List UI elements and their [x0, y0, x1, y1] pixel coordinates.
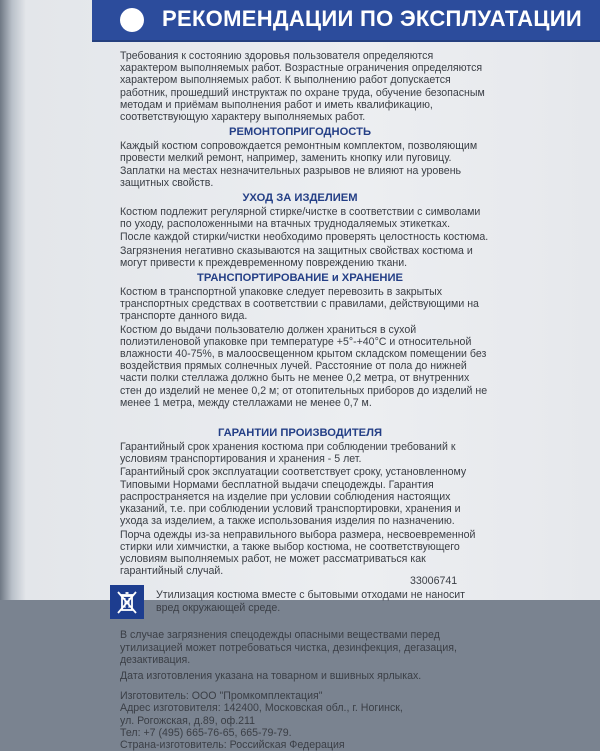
- guarantee-paragraph-1: Гарантийный срок хранения костюма при соблюдении требований к условиям транспортирования и хранения - 5 лет.: [120, 441, 456, 466]
- guarantee-paragraph-2: Гарантийный срок эксплуатации соответствует сроку, установленному Типовыми Нормами бесплатной выдачи спецодежды. Гарантия распространяется на изделие при условии соблюдения настоящих указаний, т.е. при соблюдении условий транспортировки, хранения и ухода за изделием, а также использования изделия по назначению.: [120, 466, 467, 528]
- section-spacer: [110, 410, 490, 424]
- manufacturer-address-1: Адрес изготовителя: 142400, Московская обл., г. Ногинск,: [120, 702, 403, 715]
- manufacturer-info: [110, 690, 490, 751]
- page-title: РЕКОМЕНДАЦИИ ПО ЭКСПЛУАТАЦИИ: [162, 6, 582, 31]
- utilization-block: [110, 585, 490, 619]
- guarantee-heading: ГАРАНТИИ ПРОИЗВОДИТЕЛЯ: [217, 427, 383, 440]
- no-trash-bin-icon: [110, 585, 144, 619]
- circle-icon: [120, 8, 144, 32]
- manufacturer-name: Изготовитель: ООО "Промкомплектация": [120, 690, 323, 703]
- product-code: 33006741: [410, 575, 458, 587]
- care-paragraph-2: После каждой стирки/чистки необходимо проверять целостность костюма.: [120, 231, 489, 244]
- manufacturer-address-2: ул. Рогожская, д.89, оф.211: [120, 714, 256, 727]
- repair-heading: РЕМОНТОПРИГОДНОСТЬ: [228, 126, 371, 139]
- transport-heading: ТРАНСПОРТИРОВАНИЕ и ХРАНЕНИЕ: [197, 272, 403, 285]
- care-heading: УХОД ЗА ИЗДЕЛИЕМ: [242, 192, 358, 205]
- transport-paragraph-2: Костюм до выдачи пользователю должен храниться в сухой полиэтиленовой упаковке при температуре +5°-+40°С и относительной влажности 40-75%, в малоосвещенном крытом складском помещении без воздействия прямых солнечных лучей. Расстояние от пола до нижней части полки стеллажа должно быть не менее 0,2 метра, от внутренних стен до изделий не менее 0,2 м; от отопительных приборов до изделий не менее 1 метра, между стеллажами не менее 0,7 м.: [120, 323, 488, 409]
- intro-paragraph: Требования к состоянию здоровья пользователя определяются характером выполняемых работ. Возрастные ограничения определяются характером выполняемых работ. К выполнению работ допускается работник, прошедший инструктаж по охране труда, обучение безопасным методам и приёмам выполнения работ и иметь квалификацию, соответствующую характеру выполняемых работ.: [120, 50, 485, 124]
- contamination-paragraph: В случае загрязнения спецодежды опасными веществами перед утилизацией может потребоваться чистка, дезинфекция, дегазация, дезактивация.: [120, 629, 457, 666]
- guarantee-paragraph-3: Порча одежды из-за неправильного выбора размера, несвоевременной стирки или химчистки, а также выбор костюма, не соответствующего условиям выполняемых работ, не может рассматриваться как гарантийный случай.: [120, 528, 476, 578]
- header-bar: [92, 0, 600, 42]
- content: [110, 50, 490, 751]
- transport-paragraph-1: Костюм в транспортной упаковке следует перевозить в закрытых транспортных средствах в соответствии с правилами, действующими на транспорте данного вида.: [120, 286, 479, 323]
- manufacturer-phone: Тел: +7 (495) 665-76-65, 665-79-79.: [120, 726, 292, 739]
- manufacturer-country: Страна-изготовитель: Российская Федерация: [120, 738, 345, 751]
- care-paragraph-1: Костюм подлежит регулярной стирке/чистке в соответствии с символами по уходу, расположенными на втачных труднодаляемых этикетках.: [120, 206, 481, 231]
- production-date: Дата изготовления указана на товарном и вшивных ярлыках.: [120, 669, 422, 682]
- care-paragraph-3: Загрязнения негативно сказываются на защитных свойствах костюма и могут привести к преждевременному повреждению ткани.: [120, 244, 473, 269]
- utilization-text: Утилизация костюма вместе с бытовыми отходами не наносит вред окружающей среде.: [156, 589, 466, 614]
- repair-paragraph: Каждый костюм сопровождается ремонтным комплектом, позволяющим провести мелкий ремонт, например, заменить кнопку или пуговицу. Заплатки на местах незначительных разрывов не влияют на уровень защитных свойств.: [120, 140, 478, 189]
